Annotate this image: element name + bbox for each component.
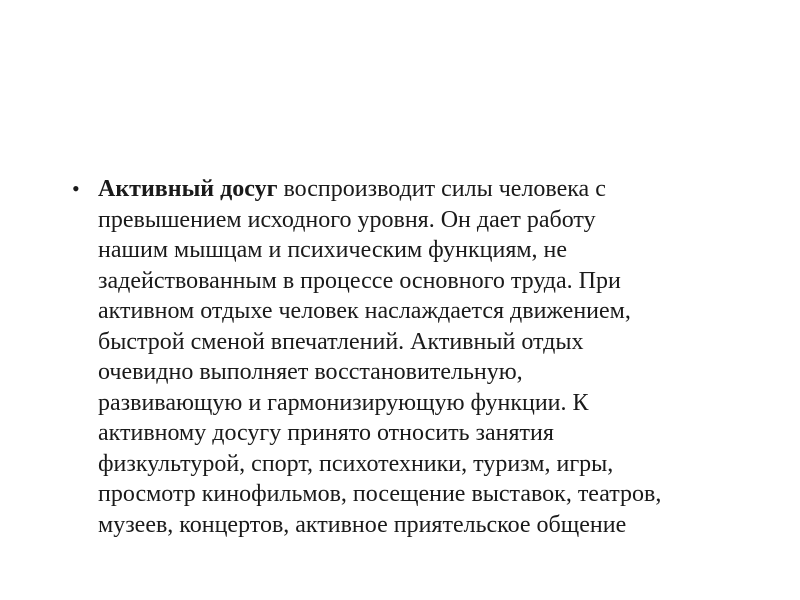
bold-term: Активный досуг bbox=[98, 176, 278, 202]
text-line-10: физкультурой, спорт, психотехники, туризм, игры, bbox=[98, 450, 614, 477]
text-line-5: активном отдыхе человек наслаждается движением, bbox=[98, 298, 631, 324]
text-line-11: просмотр кинофильмов, посещение выставок, театров, bbox=[98, 481, 662, 507]
bullet-item-active-leisure bbox=[72, 174, 752, 540]
text-line-12: музеев, концертов, активное приятельское общение bbox=[98, 511, 627, 538]
text-line-6: быстрой сменой впечатлений. Активный отдых bbox=[98, 328, 584, 355]
bullet-list bbox=[72, 174, 752, 540]
text-line-2: превышением исходного уровня. Он дает работу bbox=[98, 206, 596, 233]
text-line-1: воспроизводит силы человека с bbox=[277, 176, 606, 202]
text-line-7: очевидно выполняет восстановительную, bbox=[98, 359, 523, 385]
text-line-3: нашим мышцам и психическим функциям, не bbox=[98, 237, 568, 263]
bullet-icon: • bbox=[72, 176, 80, 201]
text-line-8: развивающую и гармонизирующую функции. К bbox=[98, 389, 589, 416]
text-line-4: задействованным в процессе основного труда. При bbox=[98, 267, 621, 294]
text-line-9: активному досугу принято относить занятия bbox=[98, 420, 554, 446]
